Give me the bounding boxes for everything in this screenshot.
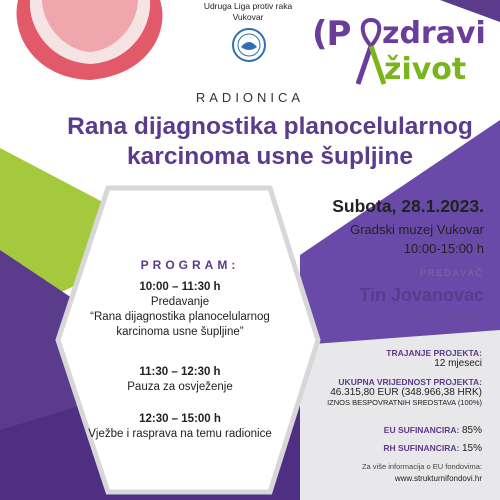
project-rh-value: 15% bbox=[461, 443, 482, 454]
organization-name bbox=[188, 1, 308, 23]
project-value-label: UKUPNA VRIJEDNOST PROJEKTA: bbox=[338, 377, 482, 387]
project-rh-share bbox=[340, 443, 482, 454]
program-item-line: Pauza za osvježenje bbox=[127, 381, 233, 393]
program-item-time: 11:30 – 12:30 h bbox=[139, 366, 221, 378]
project-eu-value: 85% bbox=[461, 425, 482, 436]
event-place: Gradski muzej Vukovar bbox=[350, 222, 484, 237]
program-item-time: 12:30 – 15:00 h bbox=[139, 413, 221, 425]
project-eu-label: EU SUFINANCIRA: bbox=[383, 425, 460, 435]
speaker-title: dr. dent. med. bbox=[398, 308, 484, 324]
eu-funds-link[interactable]: www.strukturnifondovi.hr bbox=[394, 474, 482, 483]
project-value-amount: 46.315,80 EUR (348.966,38 HRK) bbox=[330, 387, 482, 398]
program-item bbox=[40, 280, 320, 340]
program-item-line: “Rana dijagnostika planocelularnog bbox=[90, 311, 270, 323]
lips-illustration bbox=[17, 0, 163, 80]
program-item bbox=[40, 365, 320, 395]
project-eu-share bbox=[340, 425, 482, 436]
organization-line-2: Vukovar bbox=[232, 12, 264, 22]
logo-word-zdravi: zdravi bbox=[382, 16, 486, 51]
project-duration bbox=[340, 348, 482, 369]
program-item bbox=[40, 412, 320, 442]
project-value bbox=[322, 377, 482, 407]
project-rh-label: RH SUFINANCIRA: bbox=[383, 443, 460, 453]
program-item-line: karcinoma usne šupljine” bbox=[116, 326, 244, 338]
program-item-line: Vježbe i rasprava na temu radionice bbox=[88, 428, 272, 440]
event-label: RADIONICA bbox=[195, 90, 305, 105]
project-value-note: IZNOS BESPOVRATNIH SREDSTAVA (100%) bbox=[327, 398, 482, 407]
program-heading: PROGRAM: bbox=[140, 258, 240, 272]
logo-bracket: (P bbox=[312, 14, 351, 54]
event-title bbox=[40, 112, 500, 172]
event-title-line-1: Rana dijagnostika planocelularnog bbox=[67, 113, 473, 140]
zdravi-zivot-logo bbox=[312, 12, 492, 94]
program-item-time: 10:00 – 11:30 h bbox=[139, 281, 221, 293]
event-date: Subota, 28.1.2023. bbox=[332, 196, 484, 216]
logo-word-zivot: život bbox=[384, 52, 467, 87]
organization-line-1: Udruga Liga protiv raka bbox=[203, 1, 293, 11]
program-hexagon bbox=[58, 188, 318, 492]
organization-seal-icon bbox=[231, 27, 267, 63]
more-info-text: Za više informacija o EU fondovima: bbox=[361, 462, 482, 471]
speaker-label: PREDAVAČ bbox=[419, 268, 484, 278]
project-duration-label: TRAJANJE PROJEKTA: bbox=[386, 348, 482, 358]
project-duration-value: 12 mjeseci bbox=[434, 358, 482, 369]
event-title-line-2: karcinoma usne šupljine bbox=[127, 143, 413, 170]
program-item-line: Predavanje bbox=[150, 296, 210, 308]
speaker-name: Tin Jovanovac bbox=[359, 285, 484, 305]
event-time: 10:00-15:00 h bbox=[403, 241, 484, 256]
